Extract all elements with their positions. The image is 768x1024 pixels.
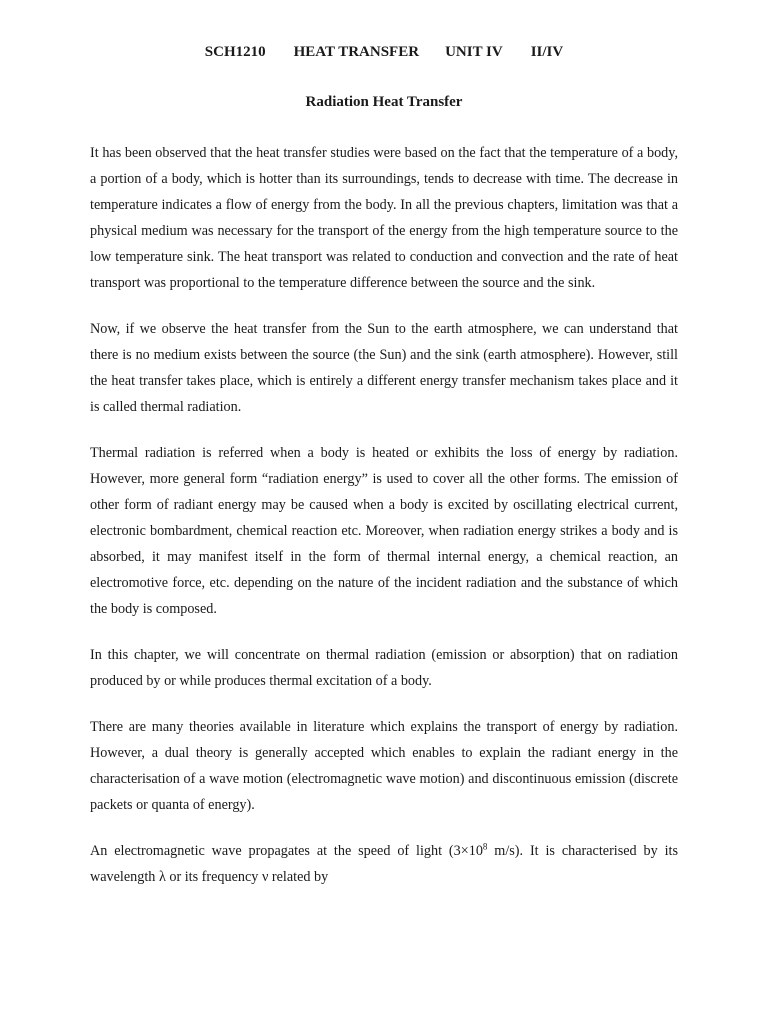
unit-label: UNIT IV (445, 44, 503, 60)
paragraph: In this chapter, we will concentrate on thermal radiation (emission or absorption) that on radiation produced by or while produces thermal excitation of a body. (90, 647, 678, 689)
page-indicator: II/IV (530, 44, 564, 60)
section-title: Radiation Heat Transfer (305, 94, 463, 110)
paragraph: It has been observed that the heat transfer studies were based on the fact that the temperature of a body, a portion of a body, which is hotter than its surroundings, tends to decrease with time. The decrease in temperature indicates a flow of energy from the body. In all the previous chapters, limitation was that a physical medium was necessary for the transport of the energy from the high temperature source to the low temperature sink. The heat transport was related to conduction and convection and the rate of heat transport was proportional to the temperature difference between the source and the sink. (90, 145, 678, 291)
exponent: 8 (482, 841, 488, 852)
course-code: SCH1210 (204, 44, 266, 60)
paragraph-speed-of-light (90, 838, 678, 890)
paragraph-text: m/s). It is characterised by its wavelength λ or its frequency ν related by (90, 843, 678, 885)
course-subject: HEAT TRANSFER (293, 44, 420, 60)
page-header (0, 44, 768, 61)
paragraph: Now, if we observe the heat transfer from the Sun to the earth atmosphere, we can understand that there is no medium exists between the source (the Sun) and the sink (earth atmosphere). However, still the heat transfer takes place, which is entirely a different energy transfer mechanism takes place and it is called thermal radiation. (90, 321, 678, 415)
paragraph: Thermal radiation is referred when a body is heated or exhibits the loss of energy by radiation. However, more general form “radiation energy” is used to cover all the other forms. The emission of other form of radiant energy may be caused when a body is excited by oscillating electrical current, electronic bombardment, chemical reaction etc. Moreover, when radiation energy strikes a body and is absorbed, it may manifest itself in the form of thermal internal energy, a chemical reaction, an electromotive force, etc. depending on the nature of the incident radiation and the substance of which the body is composed. (90, 445, 678, 617)
paragraph-text: An electromagnetic wave propagates at the speed of light (3×10 (90, 843, 483, 859)
paragraph: There are many theories available in literature which explains the transport of energy by radiation. However, a dual theory is generally accepted which enables to explain the radiant energy in the characterisation of a wave motion (electromagnetic wave motion) and discontinuous emission (discrete packets or quanta of energy). (90, 719, 678, 813)
document-body (90, 140, 678, 910)
